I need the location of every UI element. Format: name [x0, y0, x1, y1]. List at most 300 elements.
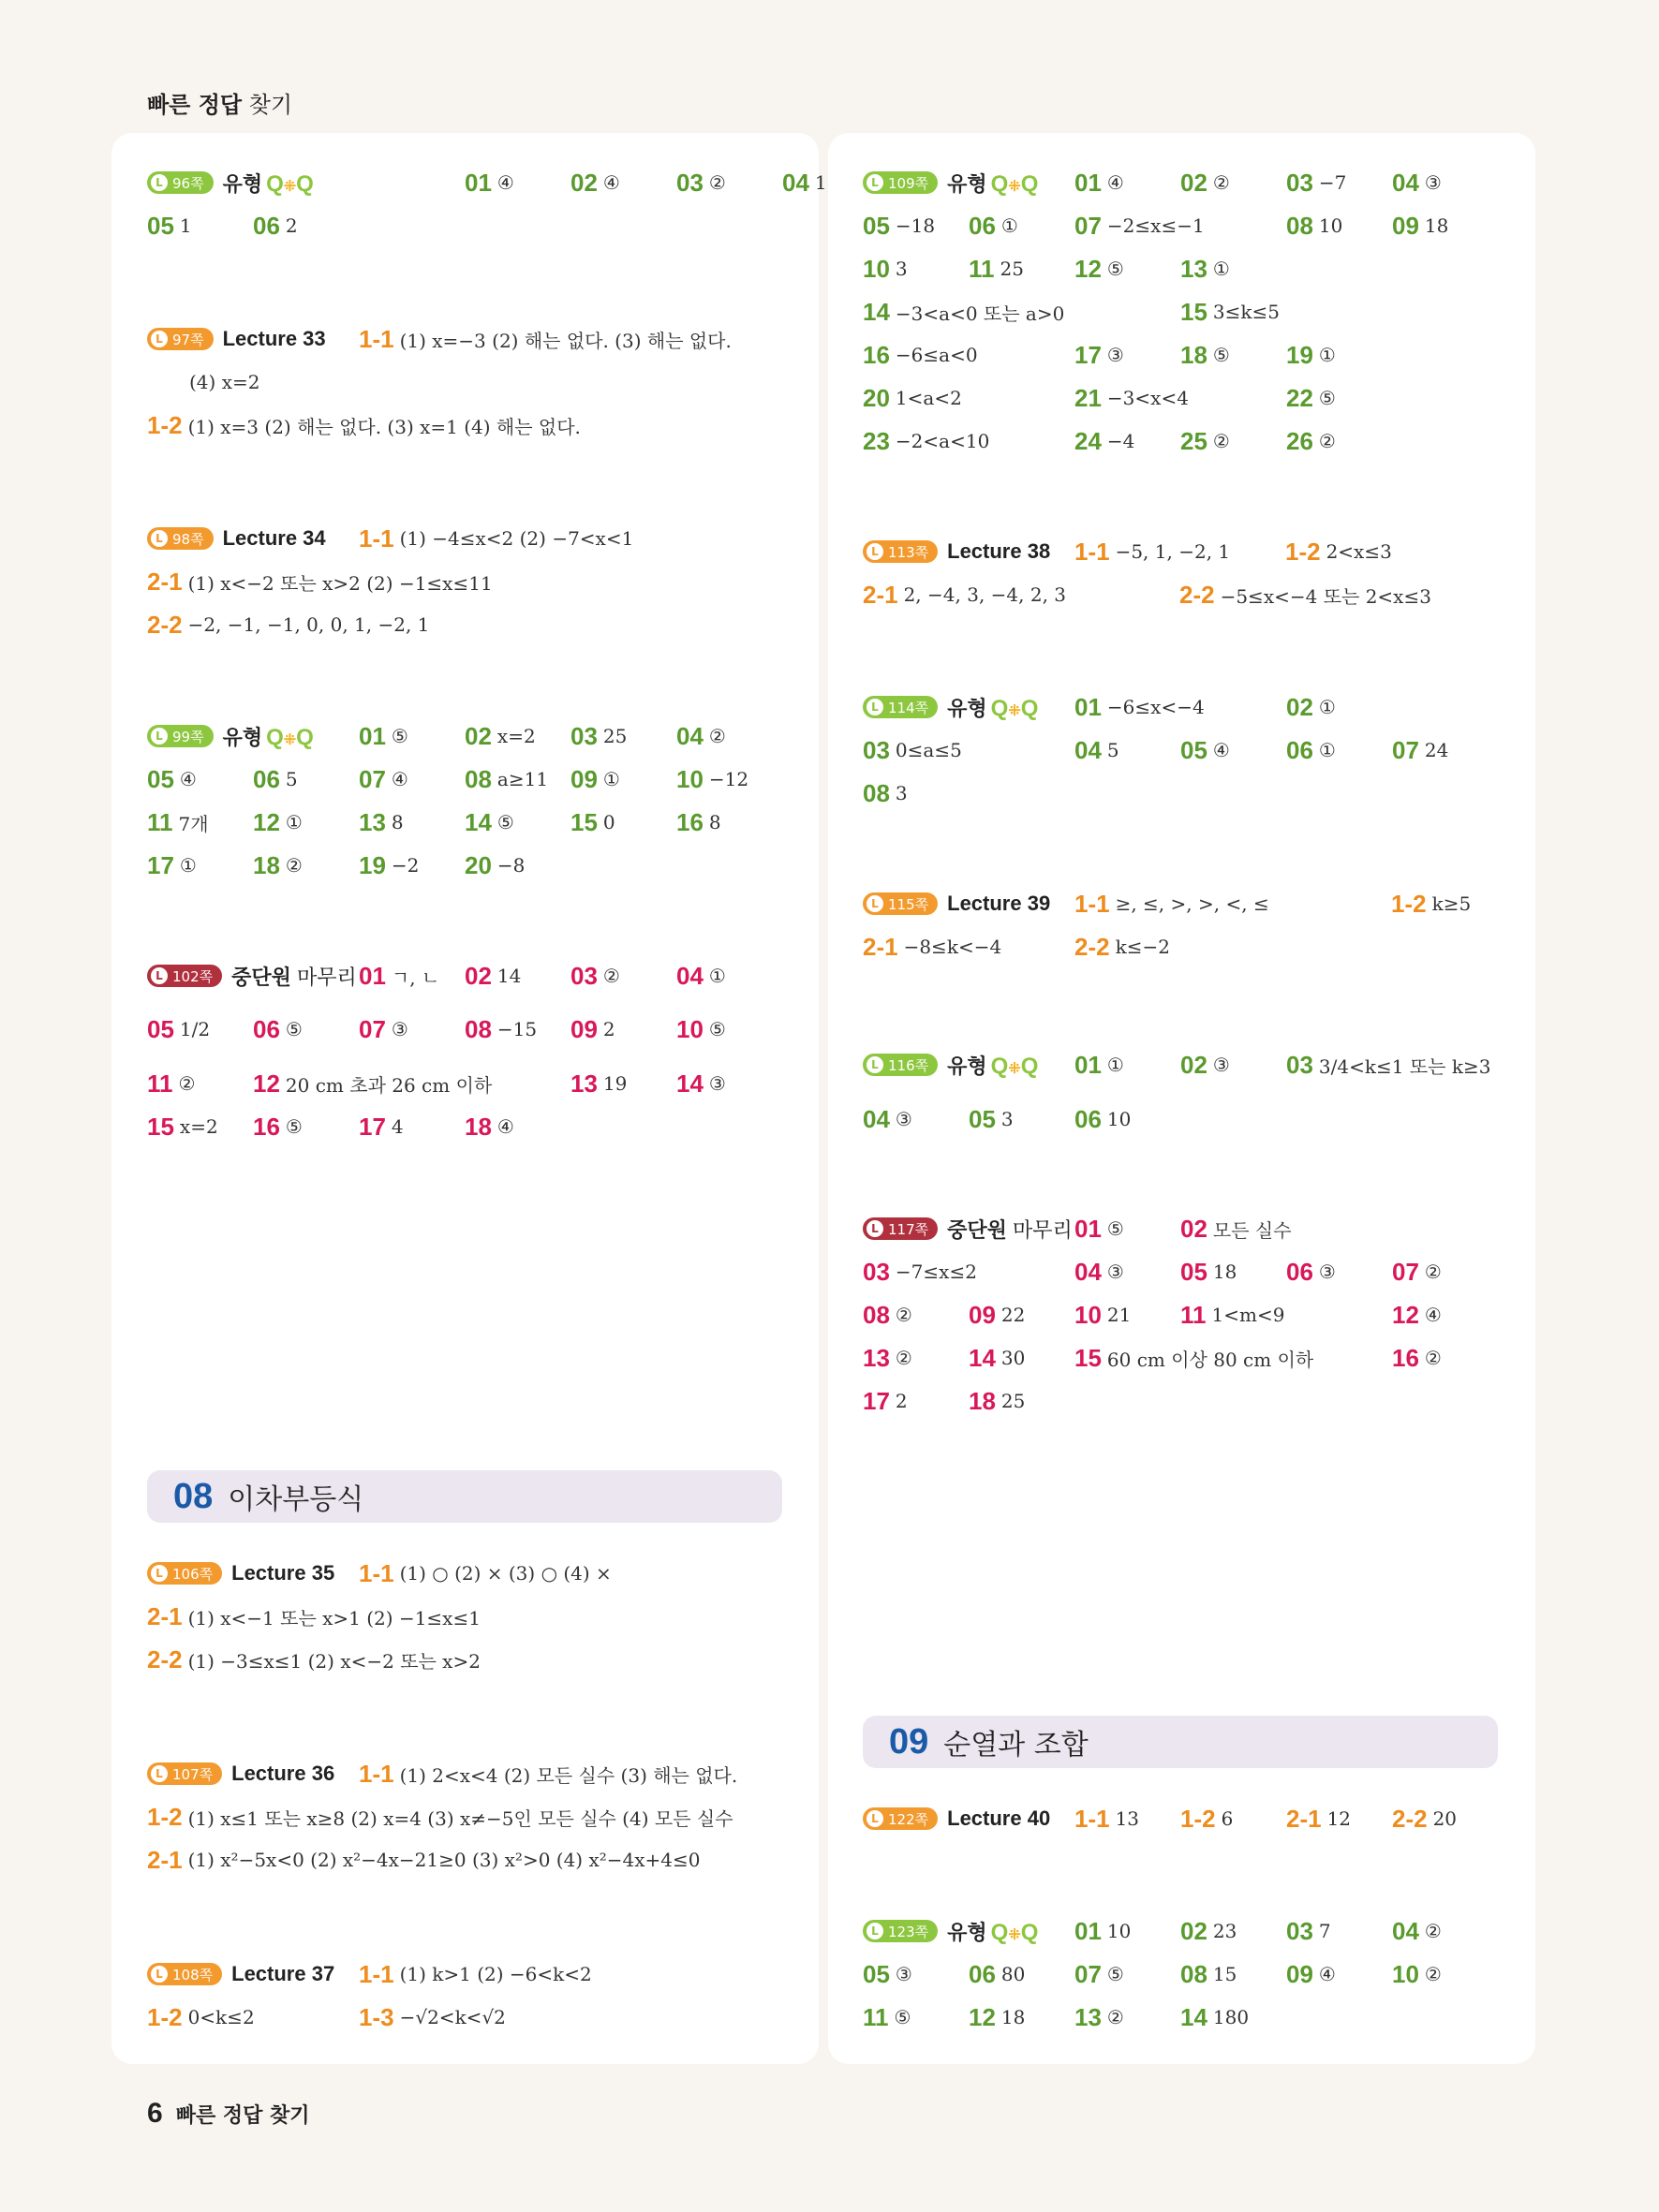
page-badge: [863, 1920, 938, 1942]
q-and-q-icon: [266, 725, 312, 750]
answer-item: [863, 207, 935, 244]
answer-value: ③: [1318, 1261, 1336, 1283]
answer-item: [147, 1641, 481, 1678]
answer-value: 1<a<2: [895, 387, 962, 409]
answer-number: 2-1: [147, 567, 183, 596]
answer-item: [1074, 1100, 1131, 1138]
lecture-icon: L: [151, 530, 168, 547]
title-text: Lecture 34: [222, 526, 326, 550]
answer-item: [465, 847, 525, 884]
answer-value: (4) x=2: [189, 371, 260, 393]
page-badge: [147, 965, 222, 987]
badge-text: 97쪽: [172, 331, 204, 348]
answer-value: ≥, ≤, >, >, <, ≤: [1115, 892, 1269, 915]
answer-value: ⑤: [1212, 344, 1230, 366]
answer-value: 1/2: [179, 1018, 211, 1040]
answer-value: 1: [814, 171, 827, 194]
badge-text: 123쪽: [888, 1923, 929, 1940]
answer-item: [676, 957, 726, 995]
answer-number: 2-1: [1286, 1804, 1322, 1833]
answer-value: 0≤a≤5: [895, 739, 962, 761]
answer-value: (1) x≤1 또는 x≥8 (2) x=4 (3) x≠−5인 모든 실수 (4) 모든 실수: [187, 1806, 733, 1830]
answer-value: ②: [895, 1304, 912, 1326]
answer-item: [359, 1998, 506, 2036]
answer-value: ②: [1424, 1920, 1442, 1942]
answer-value: ②: [895, 1347, 912, 1369]
answer-number: 18: [465, 1112, 492, 1141]
answer-number: 02: [1180, 168, 1207, 197]
answer-item: [1392, 164, 1442, 201]
answer-value: 8: [391, 811, 404, 833]
answer-item: [676, 717, 726, 755]
answer-number: 17: [147, 850, 174, 879]
answer-item: [1074, 1339, 1313, 1377]
answer-number: 1-2: [1285, 537, 1321, 566]
block-header: [863, 688, 1055, 726]
block-title: [947, 1051, 1036, 1080]
answer-number: 07: [1392, 735, 1419, 764]
answer-item: [1391, 885, 1471, 922]
answer-value: ①: [708, 965, 726, 987]
answer-number: 01: [359, 961, 386, 990]
lecture-icon: L: [151, 1565, 168, 1582]
answer-item: [359, 1010, 408, 1048]
answer-item: [465, 1108, 514, 1145]
chapter-title: 이차부등식: [228, 1483, 364, 1516]
header-normal: 찾기: [248, 92, 293, 118]
answer-number: 15: [1074, 1343, 1102, 1372]
block-header: [863, 1912, 1055, 1950]
title-bold: 중단원: [947, 1217, 1007, 1242]
title-text: 유형: [947, 1054, 987, 1078]
answer-number: 1-2: [1180, 1804, 1216, 1833]
answer-value: ③: [895, 1108, 912, 1130]
answer-number: 03: [1286, 168, 1313, 197]
answer-value: x=2: [179, 1115, 218, 1138]
answer-item: [969, 1382, 1025, 1420]
answer-item: [253, 804, 303, 841]
badge-text: 109쪽: [888, 174, 929, 192]
footer-title: 빠른 정답 찾기: [175, 2103, 310, 2128]
answer-item: [570, 717, 627, 755]
block-header: [147, 1555, 353, 1592]
answer-value: ②: [285, 854, 303, 877]
answer-value: ㄱ, ㄴ: [391, 966, 440, 989]
answer-item: [1286, 688, 1336, 726]
answer-number: 06: [1074, 1104, 1102, 1133]
title-normal: 마무리: [297, 965, 357, 989]
answer-item: [147, 563, 493, 600]
lecture-icon: L: [151, 967, 168, 984]
answer-value: 14: [496, 965, 522, 987]
answer-number: 11: [863, 2002, 889, 2031]
answer-number: 1-1: [359, 1558, 394, 1587]
answer-number: 11: [969, 254, 995, 283]
answer-number: 07: [1074, 1959, 1102, 1988]
answer-number: 09: [969, 1300, 996, 1329]
page-badge: [147, 527, 214, 550]
page-badge: [863, 696, 938, 718]
answer-item: [253, 1065, 492, 1102]
answer-value: (1) x<−1 또는 x>1 (2) −1≤x≤1: [187, 1606, 481, 1630]
page-badge: [147, 328, 214, 350]
title-text: 유형: [222, 171, 263, 196]
title-text: 유형: [222, 725, 263, 749]
answer-value: 180: [1212, 2006, 1250, 2028]
answer-number: 01: [1074, 168, 1102, 197]
answer-value: ②: [708, 725, 726, 747]
answer-value: 1: [179, 214, 192, 237]
answer-value: (1) 2<x<4 (2) 모든 실수 (3) 해는 없다.: [399, 1763, 738, 1787]
answer-number: 09: [1286, 1959, 1313, 1988]
answer-item: [863, 1296, 912, 1334]
answer-number: 03: [570, 961, 598, 990]
block-header: [147, 164, 331, 201]
answer-item: [359, 847, 419, 884]
answer-number: 16: [676, 807, 704, 836]
answer-value: x=2: [496, 725, 536, 747]
answer-number: 01: [465, 168, 492, 197]
answer-number: 15: [570, 807, 598, 836]
answer-item: [1179, 576, 1431, 613]
answer-number: 10: [1074, 1300, 1102, 1329]
block-title: [223, 169, 312, 198]
answer-value: −6≤x<−4: [1106, 696, 1205, 718]
page-badge: [863, 1807, 938, 1830]
answer-number: 14: [1180, 2002, 1207, 2031]
answer-item: [863, 576, 1066, 613]
answer-item: [147, 760, 197, 798]
answer-item: [676, 1010, 726, 1048]
answer-item: [1074, 422, 1134, 460]
answer-value: 24: [1424, 739, 1449, 761]
answer-item: [969, 1100, 1014, 1138]
answer-item: [863, 336, 978, 374]
block-title: [947, 1806, 1050, 1831]
answer-value: 6: [1221, 1807, 1234, 1830]
answer-number: 02: [465, 961, 492, 990]
answer-number: 04: [676, 961, 704, 990]
answer-item: [676, 760, 748, 798]
answer-number: 05: [863, 1959, 890, 1988]
answer-item: [147, 804, 209, 841]
answer-value: ③: [391, 1018, 408, 1040]
answer-value: 5: [285, 768, 298, 790]
answer-item: [1074, 1998, 1124, 2036]
block-header: [863, 1210, 1091, 1247]
answer-number: 14: [863, 297, 890, 326]
answer-item: [1286, 1800, 1351, 1837]
answer-value: ②: [708, 171, 726, 194]
answer-item: [1286, 422, 1336, 460]
answer-value: ④: [496, 1115, 514, 1138]
answer-number: 07: [1392, 1257, 1419, 1286]
answer-item: [863, 379, 962, 417]
answer-item: [969, 250, 1024, 288]
lecture-icon: L: [151, 1966, 168, 1983]
answer-item: [359, 804, 404, 841]
block-header: [863, 1046, 1055, 1084]
page-number: 6: [147, 2098, 163, 2129]
answer-item: [1286, 164, 1346, 201]
answer-item: [1392, 1912, 1442, 1950]
answer-value: ②: [1212, 430, 1230, 452]
answer-item: [863, 774, 908, 812]
answer-item: [570, 760, 620, 798]
title-text: Lecture 33: [222, 327, 326, 350]
answer-item: [1180, 1210, 1292, 1247]
answer-number: 01: [1074, 1050, 1102, 1079]
block-title: [947, 693, 1036, 722]
answer-item: [147, 1010, 210, 1048]
answer-value: 0: [602, 811, 615, 833]
answer-item: [465, 957, 521, 995]
block-title: [947, 892, 1050, 916]
answer-value: ②: [1424, 1261, 1442, 1283]
lecture-icon: L: [867, 1220, 883, 1237]
answer-number: 12: [253, 1069, 280, 1098]
answer-item: [359, 520, 633, 557]
answer-value: ⑤: [496, 811, 514, 833]
answer-number: 11: [147, 807, 173, 836]
answer-number: 10: [1392, 1959, 1419, 1988]
answer-number: 04: [782, 168, 809, 197]
answer-item: [1392, 1296, 1442, 1334]
chapter-number: 09: [889, 1721, 929, 1762]
answer-value: −7: [1318, 171, 1347, 194]
answer-value: (1) −3≤x≤1 (2) x<−2 또는 x>2: [187, 1649, 481, 1673]
answer-value: ①: [1000, 214, 1018, 237]
answer-value: 22: [1000, 1304, 1026, 1326]
badge-text: 122쪽: [888, 1810, 929, 1828]
badge-text: 106쪽: [172, 1565, 214, 1583]
answer-value: ④: [1318, 1963, 1336, 1985]
answer-number: 1-1: [1074, 889, 1110, 918]
answer-value: 모든 실수: [1212, 1218, 1292, 1242]
answer-value: ①: [1318, 344, 1336, 366]
badge-text: 98쪽: [172, 530, 204, 548]
answer-item: [863, 1253, 977, 1290]
answer-item: [863, 1339, 912, 1377]
answer-number: 01: [1074, 692, 1102, 721]
answer-number: 13: [570, 1069, 598, 1098]
answer-number: 18: [1180, 340, 1207, 369]
answer-value: −2<a<10: [895, 430, 990, 452]
q-symbol: Q: [990, 695, 1007, 721]
answer-number: 2-1: [147, 1601, 183, 1630]
answer-value: ⑤: [391, 725, 408, 747]
badge-text: 116쪽: [888, 1056, 929, 1074]
answer-number: 08: [465, 764, 492, 793]
answer-value: 80: [1000, 1963, 1026, 1985]
answer-number: 1-2: [147, 2002, 183, 2031]
answer-item: [359, 1555, 612, 1592]
answer-value: −15: [496, 1018, 538, 1040]
answer-number: 03: [863, 1257, 890, 1286]
answer-item: [1392, 1253, 1442, 1290]
answer-item: [1074, 1296, 1131, 1334]
q-symbol: Q: [296, 724, 312, 750]
answer-value: 2: [895, 1390, 908, 1412]
answer-item: [253, 1108, 303, 1145]
answer-value: −3<a<0 또는 a>0: [895, 302, 1065, 325]
chapter-number: 08: [173, 1476, 214, 1516]
answer-item: [1180, 336, 1230, 374]
answer-value: ①: [1212, 258, 1230, 280]
answer-item: [1074, 885, 1269, 922]
answer-item: [1286, 379, 1336, 417]
answer-item: [465, 804, 514, 841]
answer-number: 11: [1180, 1300, 1207, 1329]
answer-value: 7: [1318, 1920, 1331, 1942]
answer-value: ④: [179, 768, 197, 790]
q-and-q-icon: [991, 1920, 1037, 1945]
answer-value: (1) −4≤x<2 (2) −7<x<1: [399, 527, 634, 550]
answer-item: [147, 1108, 218, 1145]
title-text: Lecture 36: [231, 1762, 335, 1785]
answer-item: [1074, 164, 1124, 201]
answer-number: 16: [253, 1112, 280, 1141]
answer-number: 23: [863, 426, 890, 455]
answer-number: 2-1: [863, 580, 898, 609]
answer-number: 03: [570, 721, 598, 750]
answer-item: [969, 1339, 1025, 1377]
answer-item: [1074, 928, 1170, 966]
answer-value: ④: [602, 171, 620, 194]
answer-number: 16: [1392, 1343, 1419, 1372]
answer-value: ⑤: [894, 2006, 911, 2028]
lecture-icon: L: [151, 174, 168, 191]
answer-item: [147, 847, 197, 884]
answer-value: ①: [285, 811, 303, 833]
q-symbol: Q: [990, 1919, 1007, 1945]
title-text: Lecture 38: [947, 539, 1051, 563]
badge-text: 96쪽: [172, 174, 204, 192]
answer-number: 1-1: [359, 1959, 394, 1988]
answer-number: 1-1: [1074, 537, 1110, 566]
answer-number: 14: [676, 1069, 704, 1098]
answer-item: [782, 164, 827, 201]
answer-value: ③: [1106, 344, 1124, 366]
answer-number: 2-2: [1179, 580, 1215, 609]
answer-value: −√2<k<√2: [399, 2006, 506, 2028]
answer-number: 11: [147, 1069, 173, 1098]
q-symbol: Q: [266, 724, 282, 750]
answer-number: 01: [1074, 1916, 1102, 1945]
answer-number: 02: [465, 721, 492, 750]
answer-item: [253, 207, 298, 244]
answer-item: [863, 928, 1001, 966]
answer-number: 08: [863, 778, 890, 807]
title-text: Lecture 37: [231, 1962, 335, 1985]
answer-item: [1074, 379, 1189, 417]
q-and-q-icon: [991, 1054, 1037, 1079]
answer-value: 30: [1000, 1347, 1026, 1369]
answer-value: 3/4<k≤1 또는 k≥3: [1318, 1054, 1491, 1078]
title-text: Lecture 35: [231, 1561, 335, 1585]
chapter-09-banner: [863, 1716, 1498, 1768]
answer-item: [359, 1955, 592, 1993]
answer-value: ②: [1318, 430, 1336, 452]
answer-value: 10: [1106, 1108, 1132, 1130]
answer-item: [1180, 164, 1230, 201]
answer-value: ①: [1106, 1054, 1124, 1076]
answer-number: 04: [1392, 1916, 1419, 1945]
answer-item: [676, 804, 721, 841]
page-badge: [863, 1217, 938, 1240]
answer-item: [863, 422, 989, 460]
block-title: [947, 539, 1050, 564]
answer-item: [1180, 422, 1230, 460]
q-and-q-icon: [991, 171, 1037, 197]
answer-number: 1-1: [1074, 1804, 1110, 1833]
page-footer: [147, 2098, 310, 2130]
answer-item: [1074, 1253, 1124, 1290]
answer-item: [1180, 293, 1280, 331]
answer-value: 25: [1000, 1390, 1026, 1412]
answer-number: 2-2: [147, 610, 183, 639]
answer-value: 3≤k≤5: [1212, 301, 1281, 323]
answer-value: 13: [1115, 1807, 1140, 1830]
answer-number: 13: [359, 807, 386, 836]
title-text: 유형: [947, 1920, 987, 1944]
answer-value: −2, −1, −1, 0, 0, 1, −2, 1: [187, 613, 430, 636]
answer-number: 05: [863, 211, 890, 240]
title-text: 유형: [947, 171, 987, 196]
block-header: [863, 1800, 1069, 1837]
answer-number: 08: [1286, 211, 1313, 240]
lecture-icon: L: [867, 543, 883, 560]
page-badge: [147, 1963, 222, 1985]
block-header: [863, 164, 1055, 201]
answer-item: [1074, 731, 1119, 769]
answer-number: 04: [676, 721, 704, 750]
answer-number: 12: [1074, 254, 1102, 283]
answer-value: 20: [1432, 1807, 1458, 1830]
answer-number: 1-3: [359, 2002, 394, 2031]
answer-value: 2: [602, 1018, 615, 1040]
answer-value: ③: [1212, 1054, 1230, 1076]
answer-item: [570, 804, 615, 841]
answer-value: ②: [178, 1072, 196, 1095]
answer-number: 06: [253, 211, 280, 240]
answer-item: [1286, 1046, 1490, 1084]
answer-value: k≥5: [1431, 892, 1472, 915]
answer-number: 03: [676, 168, 704, 197]
block-title: [947, 169, 1036, 198]
answer-item: [1392, 1339, 1442, 1377]
answer-number: 19: [359, 850, 386, 879]
answer-number: 15: [1180, 297, 1207, 326]
answer-item: [1285, 533, 1392, 570]
answer-value: −8: [496, 854, 526, 877]
answer-item: [147, 606, 429, 643]
answer-item: [359, 320, 732, 358]
answer-item: [863, 250, 908, 288]
answer-item: [863, 293, 1064, 331]
answer-value: ④: [1424, 1304, 1442, 1326]
title-text: Lecture 40: [947, 1806, 1051, 1830]
answer-number: 20: [465, 850, 492, 879]
answer-item: [969, 207, 1018, 244]
answer-value: −4: [1106, 430, 1135, 452]
answer-item: [1074, 1046, 1124, 1084]
answer-item: [863, 1100, 912, 1138]
answer-item: [570, 164, 620, 201]
page-badge: [147, 1762, 222, 1785]
answer-number: 09: [570, 1014, 598, 1043]
answer-number: 13: [1180, 254, 1207, 283]
